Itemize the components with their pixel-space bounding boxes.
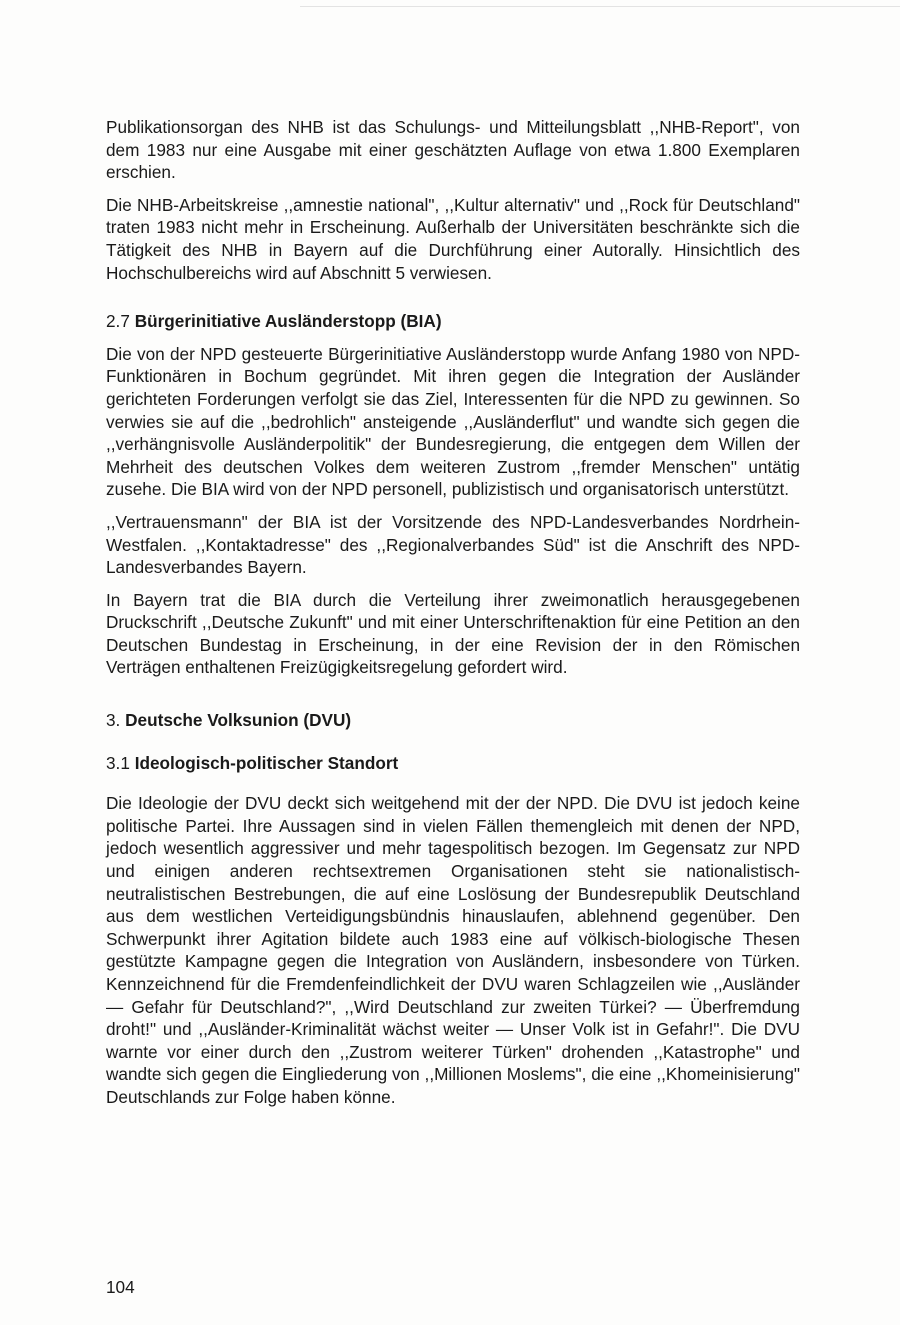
paragraph-dvu-ideologie: Die Ideologie der DVU deckt sich weitgehend mit der der NPD. Die DVU ist jedoch keine politische Partei. Ihre Aussagen sind in vielen Fällen themengleich mit denen der NPD, jedoch wesentlich aggressiver und mehr tagespolitisch bezogen. Im Gegensatz zur NPD und einigen anderen rechtsextremen Organisationen steht sie nationalistisch-neutralistischen Bestrebungen, die auf eine Loslösung der Bundesrepublik Deutschland aus dem westlichen Verteidigungsbündnis hinauslaufen, ablehnend gegenüber. Den Schwerpunkt ihrer Agitation bildete auch 1983 eine auf völkisch-biologische Thesen gestützte Kampagne gegen die Integration von Ausländern, insbesondere von Türken. Kennzeichnend für die Fremdenfeindlichkeit der DVU waren Schlagzeilen wie ,,Ausländer — Gefahr für Deutschland?", ,,Wird Deutschland zur zweiten Türkei? — Überfremdung droht!" und ,,Ausländer-Kriminalität wächst weiter — Unser Volk ist in Gefahr!". Die DVU warnte vor einer durch den ,,Zustrom weiterer Türken" drohenden ,,Katastrophe" und wandte sich gegen die Eingliederung von ,,Millionen Moslems", die eine ,,Khomeinisierung" Deutschlands zur Folge haben könne. — [106, 793, 800, 1107]
section-number: 3. — [106, 710, 121, 731]
page-number: 104 — [106, 1277, 135, 1297]
section-heading-ideologie — [106, 752, 800, 775]
paragraph-bia-1: Die von der NPD gesteuerte Bürgerinitiative Ausländerstopp wurde Anfang 1980 von NPD-Funktionären in Bochum gegründet. Mit ihren gegen die Integration der Ausländer gerichteten Forderungen verfolgt sie das Ziel, Interessenten für die NPD zu gewinnen. So verwies sie auf die ,,bedrohlich" ansteigende ,,Ausländerflut" und wandte sich gegen die ,,verhängnisvolle Ausländerpolitik" der Bundesregierung, die entgegen dem Willen der Mehrheit des deutschen Volkes dem weiteren Zustrom ,,fremder Menschen" untätig zusehe. Die BIA wird von der NPD personell, publizistisch und organisatorisch unterstützt. — [106, 343, 800, 500]
section-number: 3.1 — [106, 752, 130, 773]
section-heading-bia — [106, 310, 800, 333]
section-number: 2.7 — [106, 311, 130, 332]
paragraph-nhb-report: Publikationsorgan des NHB ist das Schulungs- und Mitteilungsblatt ,,NHB-Report", von dem 1983 nur eine Ausgabe mit einer geschätzten Auflage von etwa 1.800 Exemplaren erschien. — [106, 117, 800, 183]
paragraph-nhb-arbeitskreise: Die NHB-Arbeitskreise ,,amnestie national", ,,Kultur alternativ" und ,,Rock für Deutschland" traten 1983 nicht mehr in Erscheinung. Außerhalb der Universitäten beschränkte sich die Tätigkeit des NHB in Bayern auf die Durchführung einer Autorally. Hinsichtlich des Hochschulbereichs wird auf Abschnitt 5 verwiesen. — [106, 194, 800, 283]
page-content — [106, 116, 800, 1119]
section-title: Deutsche Volksunion (DVU) — [125, 710, 352, 731]
scan-edge-line — [300, 6, 900, 7]
section-title: Ideologisch-politischer Standort — [134, 752, 399, 773]
paragraph-bia-2: ,,Vertrauensmann" der BIA ist der Vorsitzende des NPD-Landesverbandes Nordrhein-Westfalen. ,,Kontaktadresse" des ,,Regionalverbandes Süd" ist die Anschrift des NPD-Landesverbandes Bayern. — [106, 511, 800, 578]
paragraph-bia-3: In Bayern trat die BIA durch die Verteilung ihrer zweimonatlich herausgegebenen Druckschrift ,,Deutsche Zukunft" und mit einer Unterschriftenaktion für eine Petition an den Deutschen Bundestag in Erscheinung, in der eine Revision der in den Römischen Verträgen enthaltenen Freizügigkeitsregelung gefordert wird. — [106, 589, 800, 678]
section-title: Bürgerinitiative Ausländerstopp (BIA) — [134, 311, 442, 332]
section-heading-dvu — [106, 709, 800, 732]
